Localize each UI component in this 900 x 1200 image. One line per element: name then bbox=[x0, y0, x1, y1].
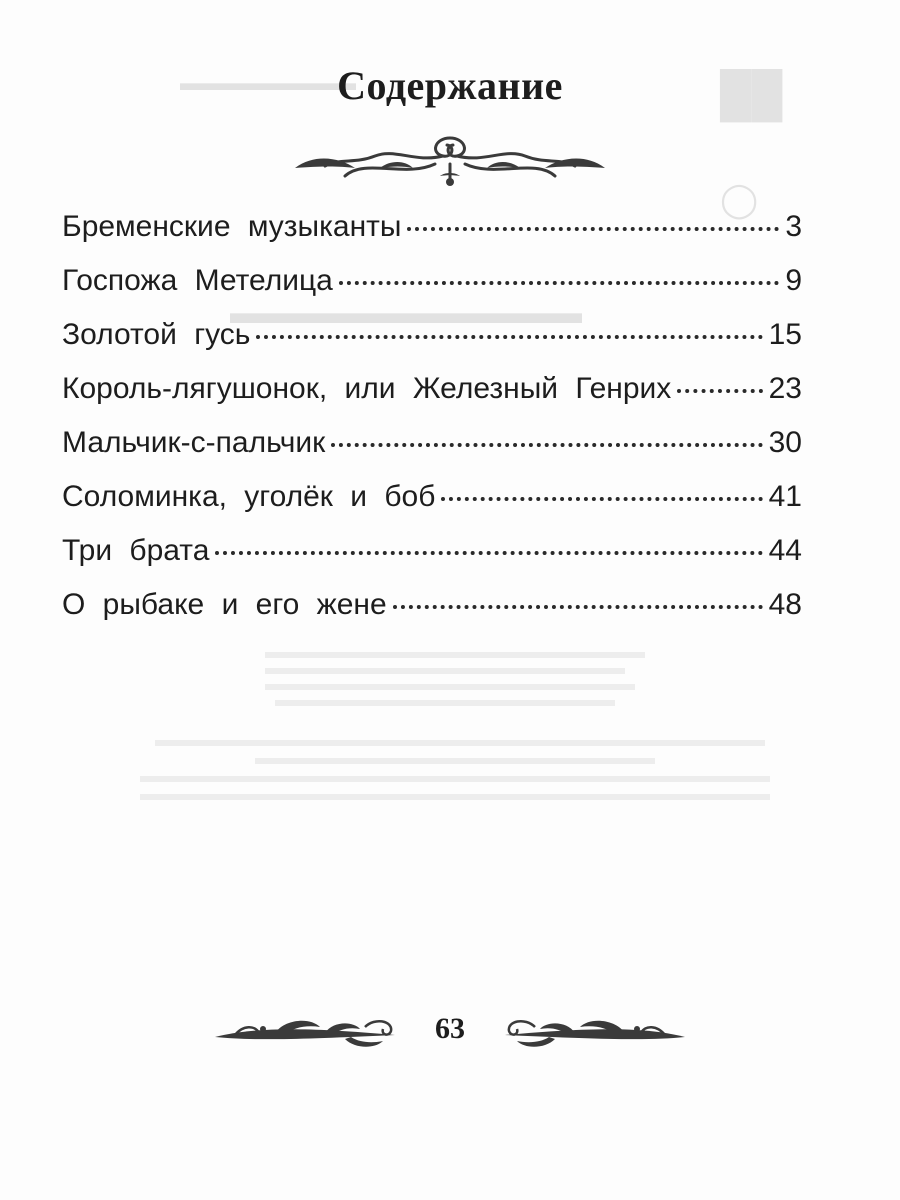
page-footer bbox=[215, 1008, 685, 1058]
toc-entry-page-number: 23 bbox=[768, 372, 802, 405]
page-title: Содержание bbox=[337, 63, 563, 108]
toc-entry[interactable] bbox=[62, 318, 802, 372]
toc-entry-page-number: 41 bbox=[768, 480, 802, 513]
toc-entry-page-number: 30 bbox=[768, 426, 802, 459]
toc-entry[interactable] bbox=[62, 480, 802, 534]
toc-entry-title: Три брата bbox=[62, 534, 210, 567]
toc-entry[interactable] bbox=[62, 264, 802, 318]
toc-entry[interactable] bbox=[62, 534, 802, 588]
toc-leader-dots bbox=[677, 389, 762, 393]
toc-entry[interactable] bbox=[62, 588, 802, 642]
page-number: 63 bbox=[435, 1012, 465, 1045]
toc-entry-page-number: 44 bbox=[768, 534, 802, 567]
toc-entry-title: О рыбаке и его жене bbox=[62, 588, 387, 621]
floral-flourish-left-icon bbox=[215, 1013, 405, 1053]
toc-leader-dots bbox=[407, 227, 779, 231]
toc-entry[interactable] bbox=[62, 210, 802, 264]
toc-entry-page-number: 15 bbox=[768, 318, 802, 351]
toc-entry-title: Госпожа Метелица bbox=[62, 264, 333, 297]
toc-entry-title: Соломинка, уголёк и боб bbox=[62, 480, 436, 513]
floral-flourish-right-icon bbox=[495, 1013, 685, 1053]
floral-flourish-icon bbox=[285, 128, 615, 188]
toc-leader-dots bbox=[339, 281, 779, 285]
table-of-contents bbox=[62, 210, 802, 642]
toc-entry-page-number: 48 bbox=[768, 588, 802, 621]
toc-leader-dots bbox=[256, 335, 762, 339]
toc-entry-title: Король-лягушонок, или Железный Генрих bbox=[62, 372, 672, 405]
toc-entry-page-number: 9 bbox=[785, 264, 802, 297]
show-through-big-title: ▬▬▬▬▬▬▬▬▬▬▬ bbox=[230, 294, 582, 330]
toc-leader-dots bbox=[441, 497, 762, 501]
toc-entry-title: Мальчик-с-пальчик bbox=[62, 426, 326, 459]
show-through-logo: ██ bbox=[720, 70, 783, 119]
toc-entry[interactable] bbox=[62, 372, 802, 426]
toc-entry-title: Бременские музыканты bbox=[62, 210, 402, 243]
toc-leader-dots bbox=[331, 443, 762, 447]
toc-entry-page-number: 3 bbox=[785, 210, 802, 243]
toc-leader-dots bbox=[215, 551, 762, 555]
toc-leader-dots bbox=[393, 605, 763, 609]
show-through-badge: ◯ bbox=[720, 181, 759, 219]
toc-entry[interactable] bbox=[62, 426, 802, 480]
toc-entry-title: Золотой гусь bbox=[62, 318, 251, 351]
show-through-text: ▬▬▬▬▬▬▬▬ bbox=[180, 70, 356, 95]
